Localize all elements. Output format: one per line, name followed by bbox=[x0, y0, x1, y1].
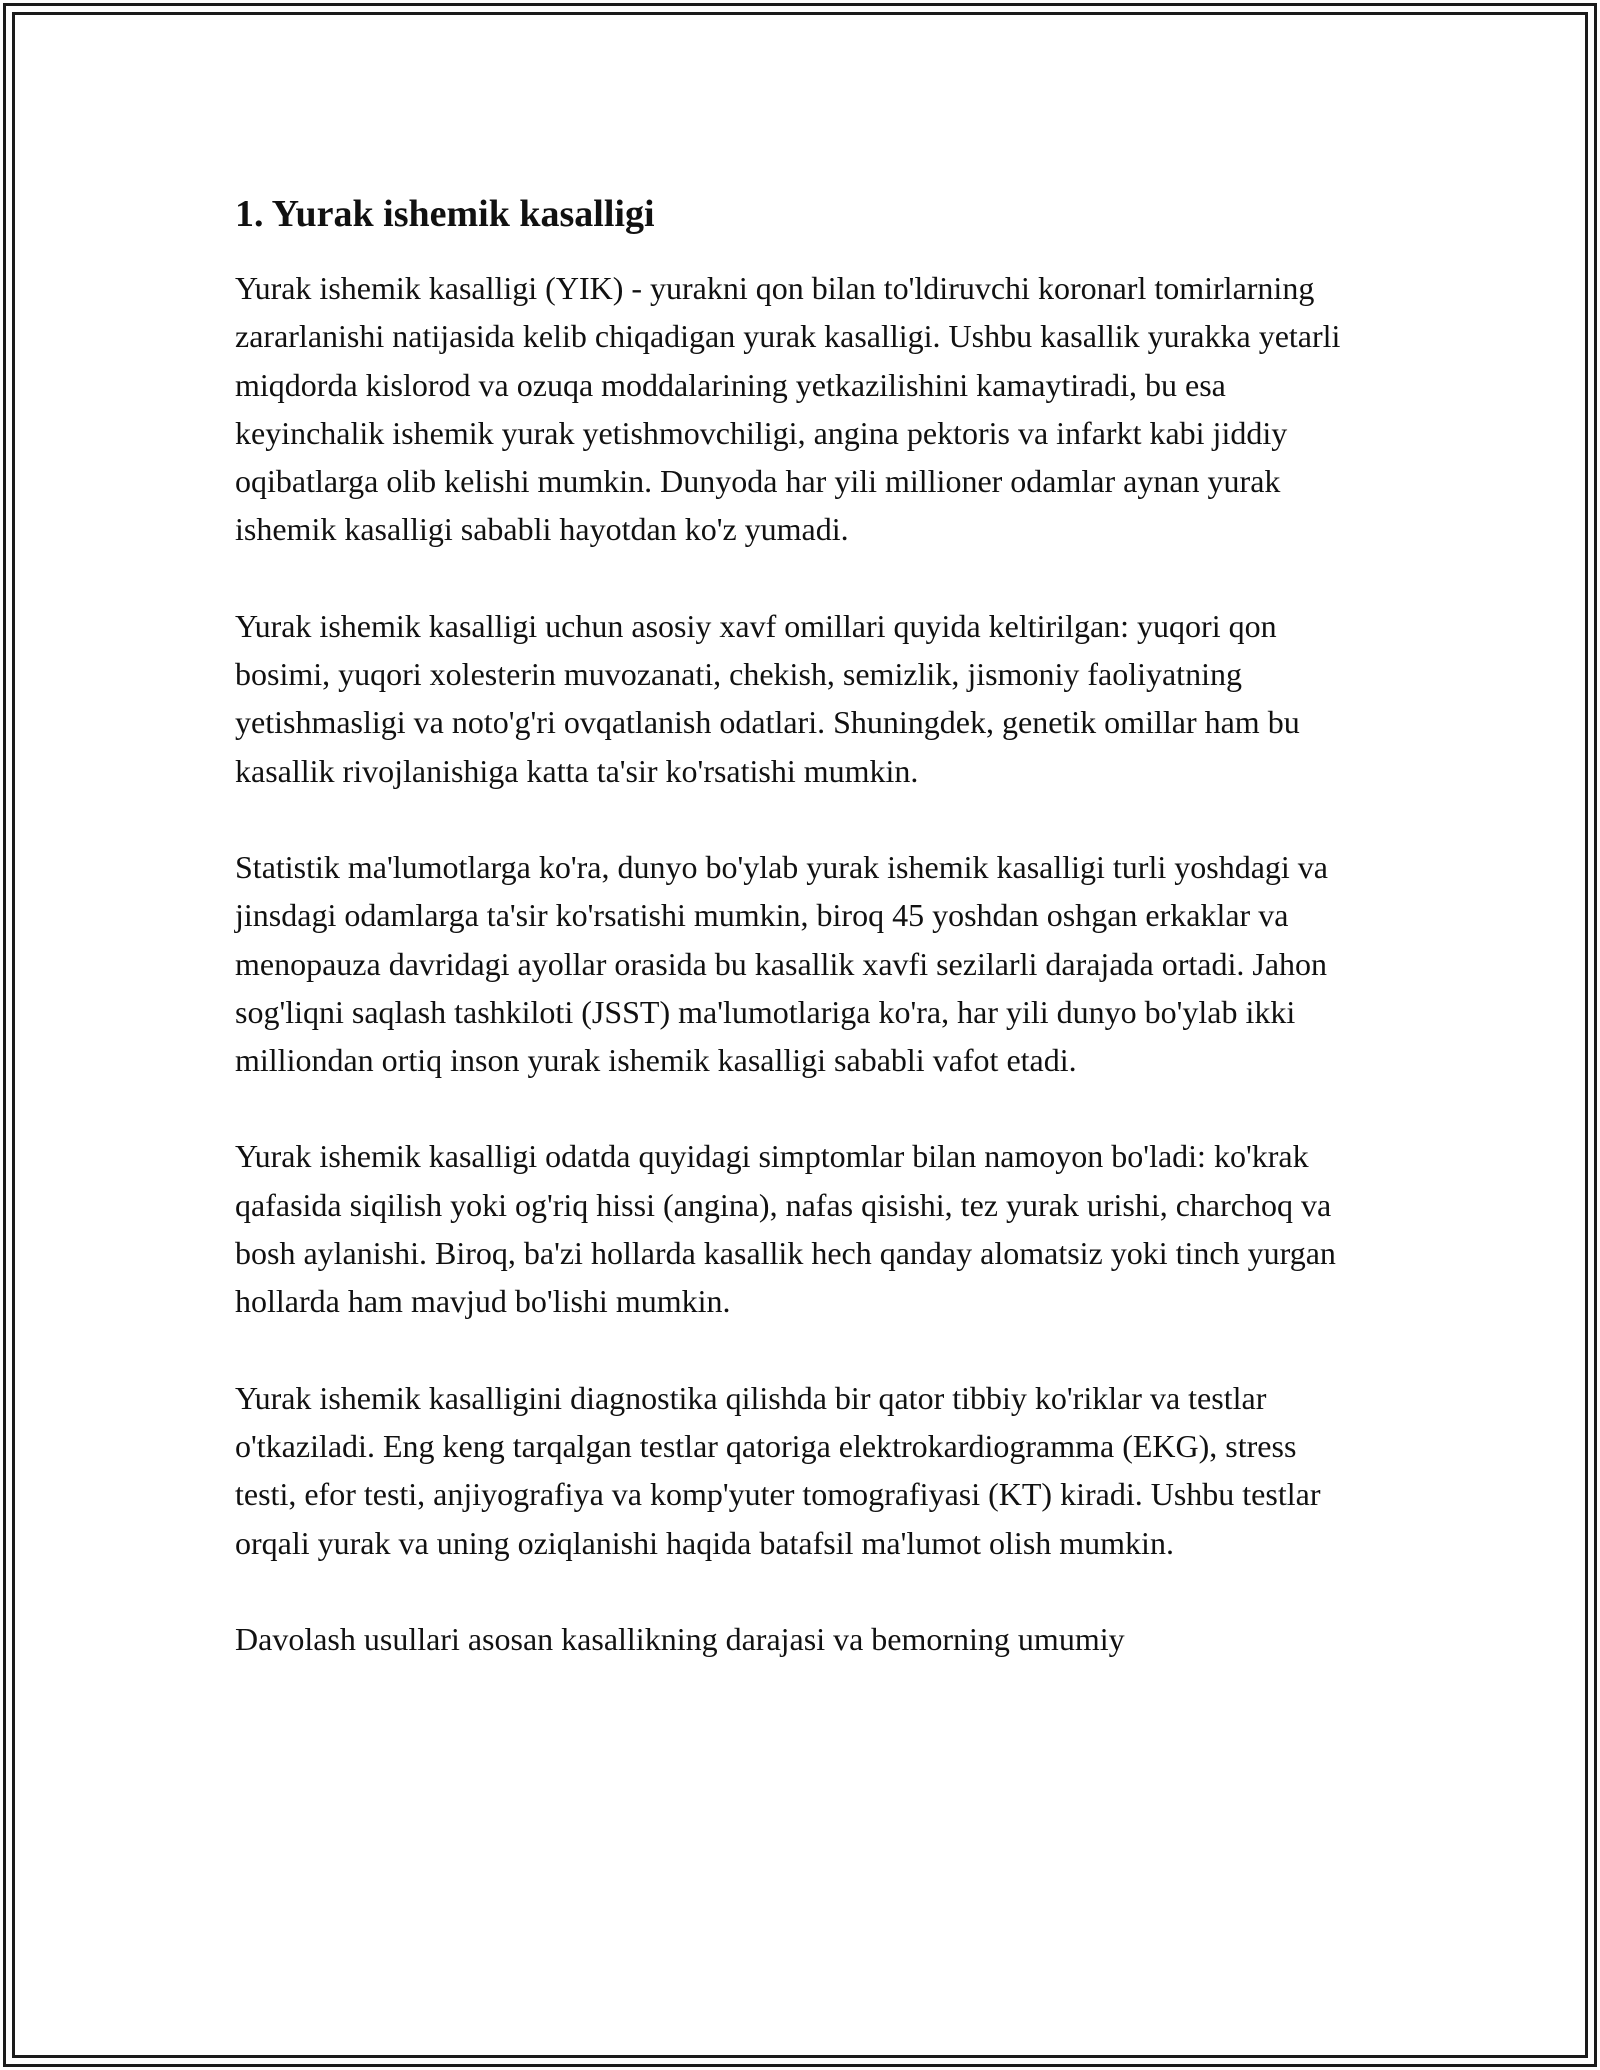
paragraph-diagnostics: Yurak ishemik kasalligini diagnostika qilishda bir qator tibbiy ko'riklar va testlar o'tkaziladi. Eng keng tarqalgan testlar qatoriga elektrokardiogramma (EKG), stress testi, efor testi, anjiyografiya va komp'yuter tomografiyasi (KT) kiradi. Ushbu testlar orqali yurak va uning oziqlanishi haqida batafsil ma'lumot olish mumkin. bbox=[235, 1379, 1321, 1561]
paragraph-risk-factors: Yurak ishemik kasalligi uchun asosiy xavf omillari quyida keltirilgan: yuqori qon bosimi, yuqori xolesterin muvozanati, chekish, semizlik, jismoniy faoliyatning yetishmasligi va noto'g'ri ovqatlanish odatlari. Shuningdek, genetik omillar ham bu kasallik rivojlanishiga katta ta'sir ko'rsatishi mumkin. bbox=[235, 607, 1300, 789]
paragraph-treatment: Davolash usullari asosan kasallikning darajasi va bemorning umumiy bbox=[235, 1620, 1125, 1657]
paragraph-statistics: Statistik ma'lumotlarga ko'ra, dunyo bo'ylab yurak ishemik kasalligi turli yoshdagi va jinsdagi odamlarga ta'sir ko'rsatishi mumkin, biroq 45 yoshdan oshgan erkaklar va menopauza davridagi ayollar orasida bu kasallik xavfi sezilarli darajada ortadi. Jahon sog'liqni saqlash tashkiloti (JSST) ma'lumotlariga ko'ra, har yili dunyo bo'ylab ikki milliondan ortiq inson yurak ishemik kasalligi sababli vafot etadi. bbox=[235, 848, 1328, 1079]
document-body bbox=[235, 186, 1355, 1711]
section-title: 1. Yurak ishemik kasalligi bbox=[235, 193, 655, 235]
paragraph-definition: Yurak ishemik kasalligi (YIK) - yurakni qon bilan to'ldiruvchi koronarl tomirlarning zararlanishi natijasida kelib chiqadigan yurak kasalligi. Ushbu kasallik yurakka yetarli miqdorda kislorod va ozuqa moddalarining yetkazilishini kamaytiradi, bu esa keyinchalik ishemik yurak yetishmovchiligi, angina pektoris va infarkt kabi jiddiy oqibatlarga olib kelishi mumkin. Dunyoda har yili millioner odamlar aynan yurak ishemik kasalligi sababli hayotdan ko'z yumadi. bbox=[235, 270, 1341, 548]
paragraph-symptoms: Yurak ishemik kasalligi odatda quyidagi simptomlar bilan namoyon bo'ladi: ko'krak qafasida siqilish yoki og'riq hissi (angina), nafas qisishi, tez yurak urishi, charchoq va bosh aylanishi. Biroq, ba'zi hollarda kasallik hech qanday alomatsiz yoki tinch yurgan hollarda ham mavjud bo'lishi mumkin. bbox=[235, 1138, 1336, 1320]
